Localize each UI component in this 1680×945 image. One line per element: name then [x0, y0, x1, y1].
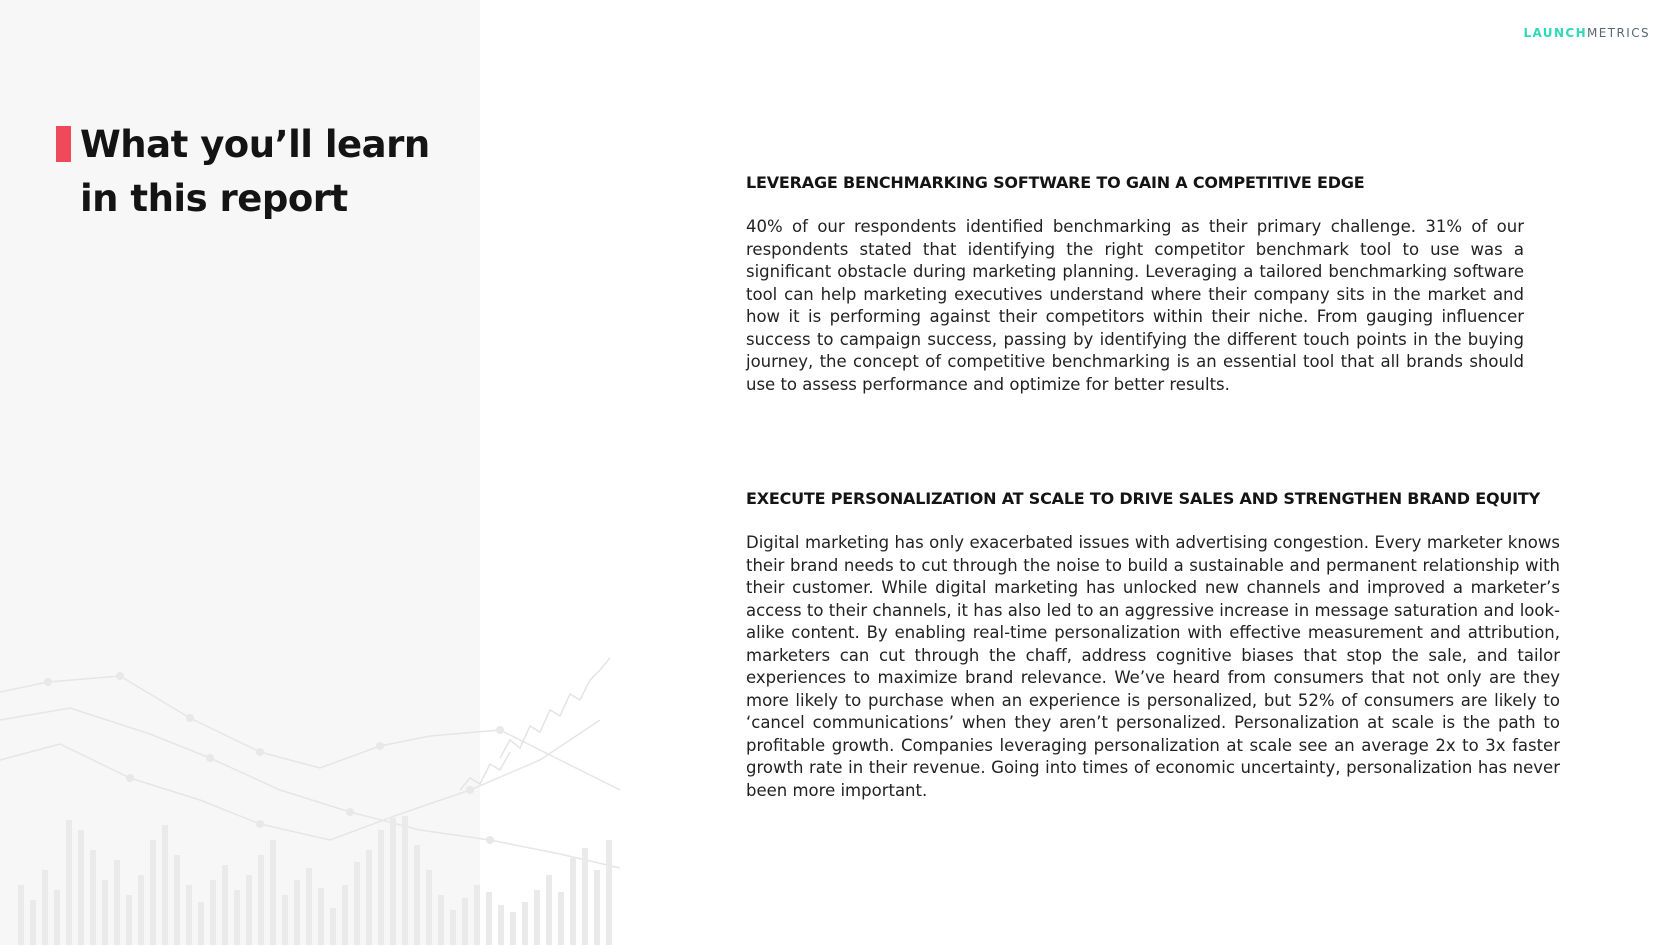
section-personalization — [746, 488, 1560, 802]
logo-metrics: METRICS — [1587, 26, 1650, 40]
section-heading: LEVERAGE BENCHMARKING SOFTWARE TO GAIN A COMPETITIVE EDGE — [746, 173, 1365, 192]
logo-launch: LAUNCH — [1523, 26, 1588, 40]
title-block — [56, 118, 440, 226]
title-accent-bar — [56, 126, 71, 162]
section-body: Digital marketing has only exacerbated issues with advertising congestion. Every marketer knows their brand needs to cut through the noise to build a sustainable and permanent relationship with their customer. While digital marketing has unlocked new channels and improved a marketer’s access to their channels, it has also led to an aggressive increase in message saturation and look-alike content. By enabling real-time personalization with effective measurement and attribution, marketers can cut through the chaff, address cognitive biases that stop the sale, and tailor experiences to maximize brand relevance. We’ve heard from consumers that not only are they more likely to purchase when an experience is personalized, but 52% of consumers are likely to ‘cancel communications’ when they aren’t personalized. Personalization at scale is the path to profitable growth. Companies leveraging personalization at scale see an average 2x to 3x faster growth rate in their revenue. Going into times of economic uncertainty, personalization has never been more important. — [746, 533, 1560, 800]
page-title: What you’ll learn in this report — [80, 123, 430, 220]
section-heading: EXECUTE PERSONALIZATION AT SCALE TO DRIVE SALES AND STRENGTHEN BRAND EQUITY — [746, 489, 1541, 508]
section-benchmarking — [746, 172, 1524, 396]
launchmetrics-logo — [1523, 26, 1650, 40]
section-body: 40% of our respondents identified benchmarking as their primary challenge. 31% of our respondents stated that identifying the right competitor benchmark tool to use was a significant obstacle during marketing planning. Leveraging a tailored benchmarking software tool can help marketing executives understand where their company sits in the market and how it is performing against their competitors within their niche. From gauging influencer success to campaign success, passing by identifying the different touch points in the buying journey, the concept of competitive benchmarking is an essential tool that all brands should use to assess performance and optimize for better results. — [746, 217, 1524, 394]
background-chart-graphic — [0, 640, 620, 945]
